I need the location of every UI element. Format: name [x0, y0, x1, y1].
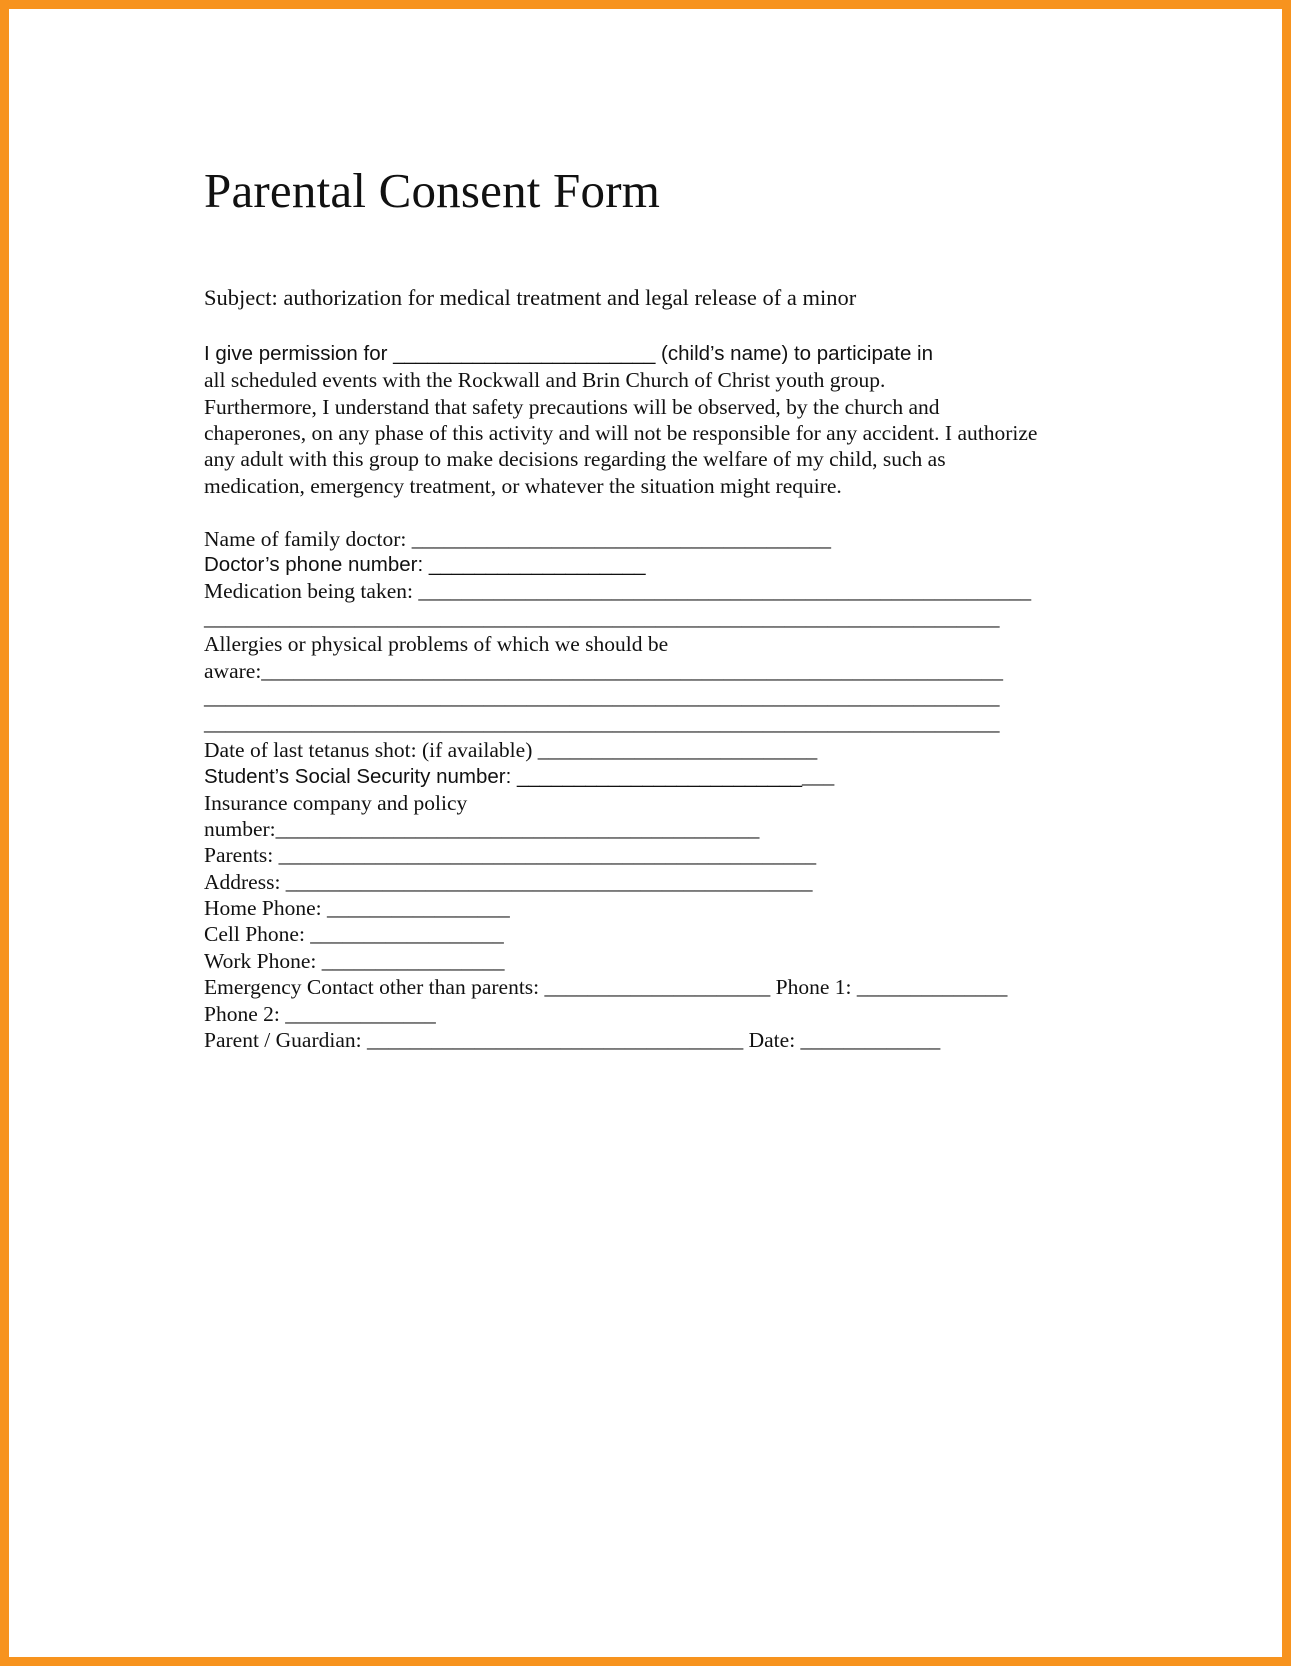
subject-line: Subject: authorization for medical treatment and legal release of a minor: [204, 284, 857, 310]
allergies-field-continued[interactable]: __________________________________________________________________________: [204, 711, 1000, 736]
doctor-phone-field[interactable]: Doctor’s phone number: ___________________: [204, 553, 646, 577]
paragraph-line: Furthermore, I understand that safety precautions will be observed, by the church and: [204, 394, 940, 419]
work-phone-field[interactable]: Work Phone: _________________: [204, 948, 505, 973]
paragraph-line: any adult with this group to make decisions regarding the welfare of my child, such as: [204, 447, 946, 472]
consent-form: [204, 164, 1104, 1053]
ssn-field[interactable]: [204, 763, 1104, 789]
medication-field[interactable]: Medication being taken: _________________________________________________________: [204, 579, 1032, 604]
ssn-label: Student’s Social Security number: _________________________: [204, 765, 803, 789]
cell-phone-field[interactable]: Cell Phone: __________________: [204, 922, 504, 947]
allergies-field-continued[interactable]: __________________________________________________________________________: [204, 684, 1000, 709]
paragraph-line: all scheduled events with the Rockwall and Brin Church of Christ youth group.: [204, 368, 886, 393]
guardian-signature-field[interactable]: Parent / Guardian: ___________________________________ Date: _____________: [204, 1028, 941, 1053]
tetanus-date-field[interactable]: Date of last tetanus shot: (if available) __________________________: [204, 737, 818, 762]
spacer: [204, 499, 1104, 525]
paragraph-line: medication, emergency treatment, or whatever the situation might require.: [204, 473, 842, 498]
phone-2-field[interactable]: Phone 2: ______________: [204, 1001, 436, 1026]
parents-field[interactable]: Parents: __________________________________________________: [204, 843, 817, 868]
page-title: Parental Consent Form: [204, 163, 661, 218]
allergies-field[interactable]: aware:_____________________________________________________________________: [204, 658, 1004, 683]
paragraph-line: chaperones, on any phase of this activity and will not be responsible for any accident. I authorize: [204, 421, 1038, 446]
permission-line: I give permission for _______________________ (child’s name) to participate in: [204, 341, 933, 365]
home-phone-field[interactable]: Home Phone: _________________: [204, 896, 510, 921]
medication-field-continued[interactable]: __________________________________________________________________________: [204, 605, 1000, 630]
family-doctor-field[interactable]: Name of family doctor: _______________________________________: [204, 526, 832, 551]
ssn-tail: ___: [802, 764, 835, 789]
allergies-label: Allergies or physical problems of which we should be: [204, 632, 669, 657]
address-field[interactable]: Address: _________________________________________________: [204, 869, 813, 894]
insurance-field[interactable]: number:_____________________________________________: [204, 816, 760, 841]
emergency-contact-field[interactable]: Emergency Contact other than parents: _____________________ Phone 1: ______________: [204, 975, 1008, 1000]
insurance-label: Insurance company and policy: [204, 790, 468, 815]
